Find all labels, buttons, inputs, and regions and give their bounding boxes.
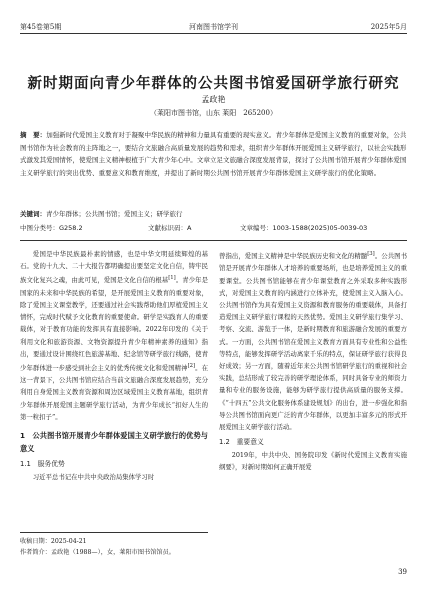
subsection-heading-1-2: 1.2 重要意义 bbox=[219, 438, 264, 447]
issue-date: 2025年5月 bbox=[370, 23, 407, 31]
received-date: 收稿日期：2025-04-21 bbox=[20, 538, 87, 545]
abstract bbox=[20, 129, 407, 179]
right-column bbox=[219, 248, 407, 474]
footnote bbox=[20, 532, 208, 558]
author-name: 孟政艳 bbox=[201, 95, 226, 104]
article-number: 文章编号：1003-1588(2025)05-0039-03 bbox=[240, 224, 368, 232]
page-number: 39 bbox=[398, 568, 407, 576]
citation-1: [1] bbox=[168, 275, 176, 282]
author-affiliation: （莱阳市图书馆，山东 莱阳 265200） bbox=[150, 109, 277, 117]
abstract-text: 加强新时代爱国主义教育对于凝聚中华民族的精神和力量具有重要的现实意义。青少年群体是爱国主义教育的重要对象，公共图书馆作为社会教育的主阵地之一，要结合文旅融合高质量发展的趋势和需求，组织青少年群体开展爱国主义研学旅行，以社会实践形式激发其爱国情怀，使爱国主义精神根植于广大青少年心中。文章立足文旅融合深度发展背景，探讨了公共图书馆开展青少年群体爱国主义研学旅行的突出优势、重要意义和教育维度，并提出了新时期公共图书馆开展青少年群体爱国主义研学旅行的优化策略。 bbox=[20, 131, 407, 177]
author-bio: 作者简介：孟政艳（1988—），女，莱阳市图书馆馆员。 bbox=[20, 549, 175, 556]
article-title: 新时期面向青少年群体的公共图书馆爱国研学旅行研究 bbox=[27, 76, 400, 92]
paragraph: 2019年，中共中央、国务院印发《新时代爱国主义教育实施纲要》，对新时期如何正确开展爱 bbox=[219, 451, 407, 472]
intro-paragraph: 爱国是中华民族最朴素的情感，也是中华文明延续辉煌的基石。党的十九大、二十大报告都明确提出要坚定文化自信，铸牢民族文化复兴之魂，由此可见，爱国是文化自信的根基[1]。青少年是国家的未来和中华民族的希望，是开展爱国主义教育的重要对象，除了爱国主义课堂教学，还要通过社会实践帮助他们厚植爱国主义情怀，完成时代赋予文化教育的重要使命。研学是实践育人的重要载体，对于教育功能的发挥具有直接影响。2022年印发的《关于利用文化和旅游资源、文物资源提升青少年精神素养的通知》指出，要通过设计围绕红色旅游基地、纪念馆等研学旅行线路，使青少年群体进一步感受到社会主义的优秀传统文化和爱国精神[2]。在这一背景下，公共图书馆应结合当前文旅融合深度发展趋势，充分利用自身爱国主义教育资源和周边区域爱国主义教育基地，组织青少年群体开展爱国主题研学旅行活动，为青少年成长“扣好人生的第一粒扣子”。 bbox=[20, 250, 209, 421]
keywords-label: 关键词： bbox=[20, 210, 46, 218]
section-heading-1: 1 公共图书馆开展青少年群体爱国主义研学旅行的优势与意义 bbox=[20, 431, 208, 453]
running-header bbox=[20, 22, 407, 34]
keywords-text: 青少年群体；公共图书馆；爱国主义；研学旅行 bbox=[46, 210, 183, 218]
abstract-label: 摘 要： bbox=[20, 131, 47, 139]
citation-3: [3] bbox=[367, 251, 375, 257]
document-code: 文献标识码：A bbox=[148, 224, 192, 232]
subsection-heading-1-1: 1.1 服务优势 bbox=[20, 460, 65, 469]
paragraph: 习近平总书记在中共中央政治局集体学习时 bbox=[32, 473, 155, 482]
keywords bbox=[20, 208, 407, 220]
left-column bbox=[20, 248, 208, 483]
citation-2: [2] bbox=[187, 362, 196, 369]
clc-number: 中图分类号：G258.2 bbox=[20, 224, 83, 232]
divider bbox=[20, 240, 407, 241]
journal-name: 河南图书馆学刊 bbox=[189, 23, 238, 31]
issue-label: 第45卷第5期 bbox=[20, 23, 62, 31]
paragraph: 曾指出，爱国主义精神是中华民族历史和文化的精髓[3]。公共图书馆是开展青少年群体人才培养的重要场所，也是培养爱国主义的重要课堂。公共图书馆能够在青少年课堂教育之外采取多种实践形式，对爱国主义教育的内涵进行立体补充，使爱国主义入脑入心。公共图书馆作为具有爱国主义资源和教育服务的重要载体，具备打造爱国主义研学旅行课程的天然优势。爱国主义研学旅行集学习、考察、交流、游览于一体，是新时期教育和旅游融合发展的重要方式。一方面，公共图书馆在爱国主义教育方面具有专业性和公益性等特点，能够发挥研学活动离家千乐的特点，保证研学旅行获得良好成效；另一方面，随着近年来公共图书馆研学旅行的重视和社会实践，总结形成了较完善的研学理论体系，同时具备专业的师资力量和专业的服务设施，能够为研学旅行提供高质量的服务支撑。《“十四五”公共文化服务体系建设规划》的出台，进一步强化和指导公共图书馆面向更广泛的青少年群体，以更加丰富多元的形式开展爱国主义研学旅行活动。 bbox=[219, 251, 408, 431]
